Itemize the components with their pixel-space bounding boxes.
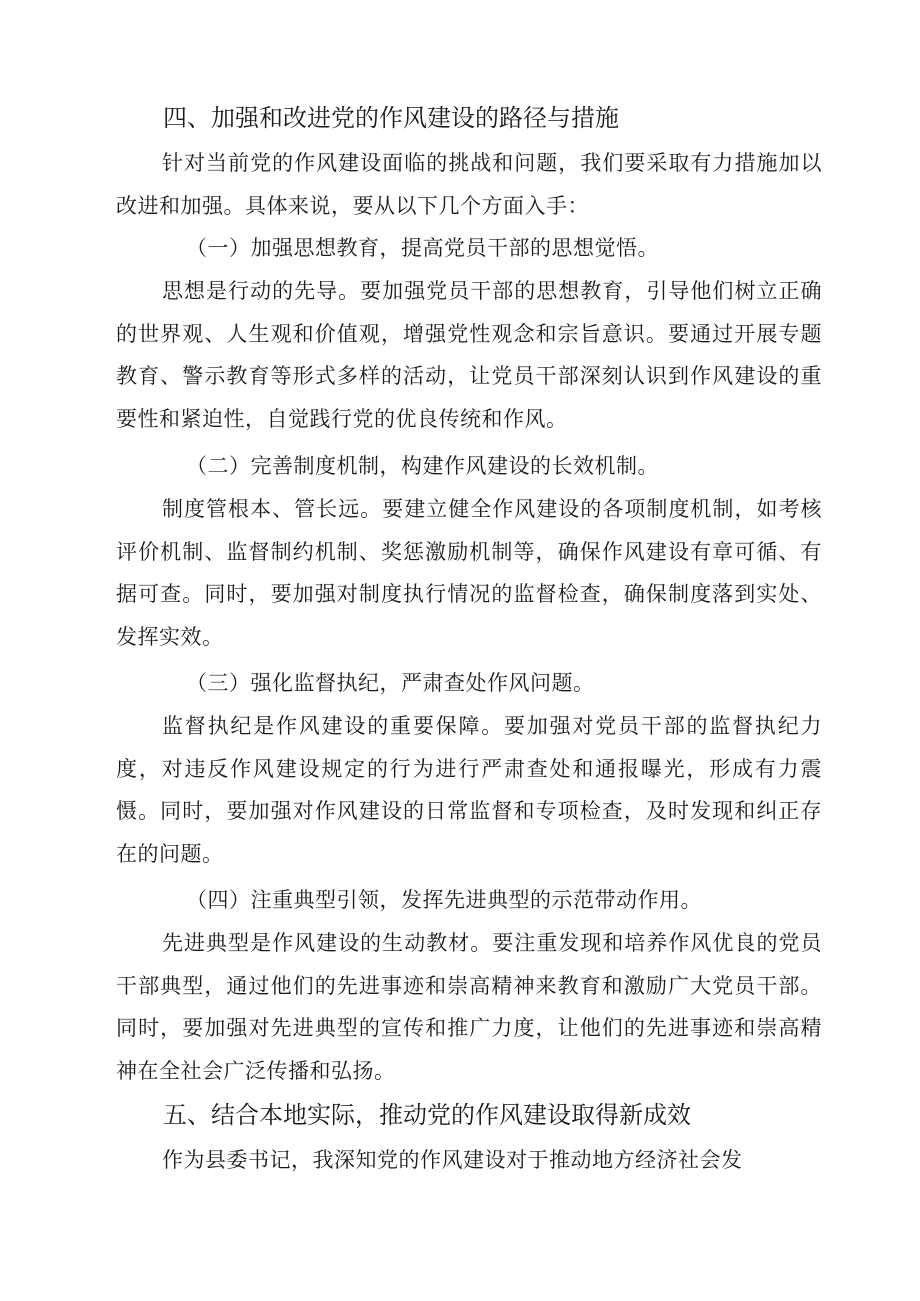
subsection-2-title: （二）完善制度机制，构建作风建设的长效机制。 xyxy=(186,454,659,478)
section-4-heading: 四、加强和改进党的作风建设的路径与措施 xyxy=(163,104,619,132)
subsection-1-title: （一）加强思想教育，提高党员干部的思想觉悟。 xyxy=(186,236,659,260)
subsection-4-title: （四）注重典型引领，发挥先进典型的示范带动作用。 xyxy=(186,888,702,912)
subsection-4-body: 先进典型是作风建设的生动教材。要注重发现和培养作风优良的党员干部典型，通过他们的先进事迹和崇高精神来教育和激励广大党员干部。同时，要加强对先进典型的宣传和推广力度，让他们的先进事迹和崇高精神在全社会广泛传播和弘扬。 xyxy=(116,931,822,1083)
section-4-intro: 针对当前党的作风建设面临的挑战和问题，我们要采取有力措施加以改进和加强。具体来说，要从以下几个方面入手： xyxy=(116,151,822,218)
subsection-2-body: 制度管根本、管长远。要建立健全作风建设的各项制度机制，如考核评价机制、监督制约机制、奖惩激励机制等，确保作风建设有章可循、有据可查。同时，要加强对制度执行情况的监督检查，确保制度落到实处、发挥实效。 xyxy=(116,497,822,649)
subsection-3-title: （三）强化监督执纪，严肃查处作风问题。 xyxy=(186,671,595,695)
subsection-1-body: 思想是行动的先导。要加强党员干部的思想教育，引导他们树立正确的世界观、人生观和价值观，增强党性观念和宗旨意识。要通过开展专题教育、警示教育等形式多样的活动，让党员干部深刻认识到作风建设的重要性和紧迫性，自觉践行党的优良传统和作风。 xyxy=(116,279,822,431)
section-5-intro: 作为县委书记，我深知党的作风建设对于推动地方经济社会发 xyxy=(162,1148,743,1172)
section-5-heading: 五、结合本地实际，推动党的作风建设取得新成效 xyxy=(163,1101,691,1129)
subsection-3-body: 监督执纪是作风建设的重要保障。要加强对党员干部的监督执纪力度，对违反作风建设规定的行为进行严肃查处和通报曝光，形成有力震慑。同时，要加强对作风建设的日常监督和专项检查，及时发现和纠正存在的问题。 xyxy=(116,714,822,866)
